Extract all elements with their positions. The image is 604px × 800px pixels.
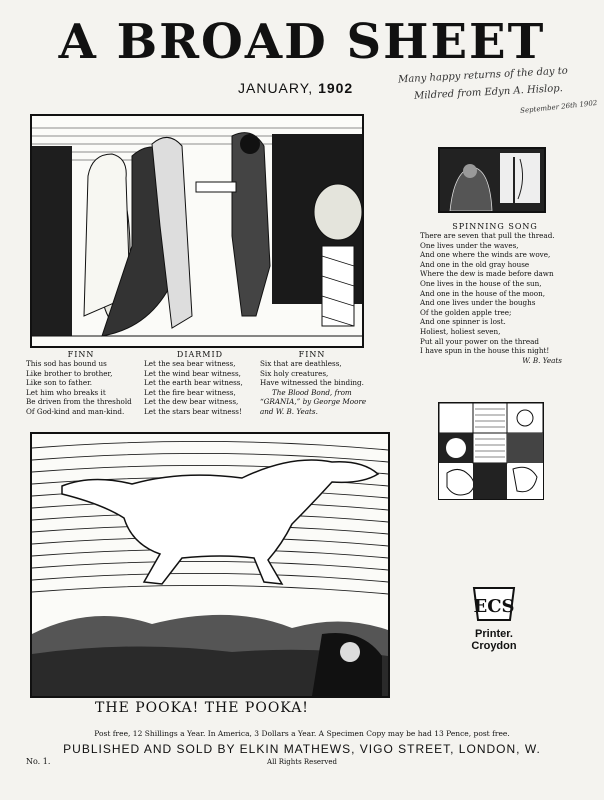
verse-line: Like son to father. — [26, 378, 93, 388]
printer-line-1: Printer. — [475, 628, 513, 640]
source-credit: “GRANIA,” by George Moore — [260, 397, 367, 407]
issue-number: No. 1. — [26, 757, 51, 766]
ornament-drawing — [439, 403, 543, 499]
source-line — [260, 407, 364, 417]
publisher-line: PUBLISHED AND SOLD BY ELKIN MATHEWS, VIGO STREET, LONDON, W. — [63, 742, 541, 756]
song-line: One lives under the waves, — [420, 240, 519, 250]
song-line: Holiest, holiest seven, — [420, 326, 501, 336]
author-name: W. B. Yeats — [522, 355, 562, 365]
spinning-song-title: SPINNING SONG — [452, 222, 538, 231]
source-line — [260, 388, 364, 398]
verse-line: Let the earth bear witness, — [144, 378, 243, 388]
song-line: And one in the old gray house — [420, 259, 530, 269]
monogram-text: ECS — [473, 596, 515, 617]
song-line: One lives in the house of the sun, — [420, 278, 542, 288]
column-heading: FINN — [298, 350, 326, 359]
spinning-song — [420, 222, 570, 365]
verse-line: Six holy creatures, — [260, 368, 329, 378]
verse-line: Let him who breaks it — [26, 387, 106, 397]
song-line: And one in the house of the moon, — [420, 288, 545, 298]
blood-bond-illustration — [30, 114, 364, 348]
spinner-vignette — [438, 147, 546, 213]
song-line: Of the golden apple tree; — [420, 307, 512, 317]
song-line: There are seven that pull the thread. — [420, 231, 555, 240]
inscription-line-1: Many happy returns of the day to — [397, 65, 569, 86]
poem-column-diarmid — [144, 350, 256, 417]
source-credit-2: and W. B. Yeats. — [260, 406, 318, 416]
song-line: Where the dew is made before dawn — [420, 269, 554, 279]
song-line: And one where the winds are wove, — [420, 250, 551, 260]
monogram-mark — [470, 584, 518, 624]
verse-line: This sod has bound us — [26, 359, 107, 368]
source-line — [260, 397, 367, 407]
verse-line: Let the stars bear witness! — [144, 406, 242, 416]
verse-line: Of God-kind and man-kind. — [26, 406, 125, 416]
printer-line-2: Croydon — [471, 640, 517, 652]
sun-moon-ornament — [438, 402, 544, 500]
song-line: And one spinner is lost. — [420, 317, 506, 327]
verse-line: Let the sea bear witness, — [144, 359, 236, 368]
rights-notice: All Rights Reserved — [267, 758, 337, 766]
song-line: And one lives under the boughs — [420, 298, 536, 308]
issue-date — [238, 80, 353, 96]
inscription-date: September 26th 1902 — [519, 98, 598, 116]
song-line: Put all your power on the thread — [420, 336, 539, 346]
verse-line: Have witnessed the binding. — [260, 378, 364, 388]
poem-column-finn-2 — [260, 350, 367, 417]
column-heading: DIARMID — [176, 350, 224, 359]
poem-column-finn-1 — [26, 350, 136, 417]
inscription-line-2: Mildred from Edyn A. Hislop. — [413, 83, 564, 102]
verse-line: Be driven from the threshold — [26, 397, 132, 407]
pooka-title: THE POOKA! THE POOKA! — [95, 700, 309, 716]
printer-monogram — [470, 584, 518, 624]
verse-line: Let the wind bear witness, — [144, 368, 241, 378]
pooka-illustration — [30, 432, 390, 698]
pooka-drawing — [32, 434, 388, 696]
song-line: I have spun in the house this night! — [420, 346, 550, 356]
issue-month: JANUARY, — [238, 80, 314, 96]
song-author — [420, 356, 570, 366]
verse-line: Six that are deathless, — [260, 359, 342, 368]
column-heading: FINN — [67, 350, 95, 359]
verse-line: Let the fire bear witness, — [144, 387, 236, 397]
subscription-terms: Post free, 12 Shillings a Year. In America, 3 Dollars a Year. A Specimen Copy may be had 13 Pence, post free. — [94, 729, 510, 738]
masthead-title: A BROAD SHEET — [58, 14, 546, 70]
printer-mark — [462, 628, 526, 652]
spinner-drawing — [440, 149, 544, 211]
verse-line: Let the dew bear witness, — [144, 397, 239, 407]
verse-line: Like brother to brother, — [26, 368, 113, 378]
issue-year: 1902 — [318, 80, 354, 96]
blood-bond-drawing — [32, 116, 362, 346]
source-title: The Blood Bond, from — [272, 387, 352, 397]
